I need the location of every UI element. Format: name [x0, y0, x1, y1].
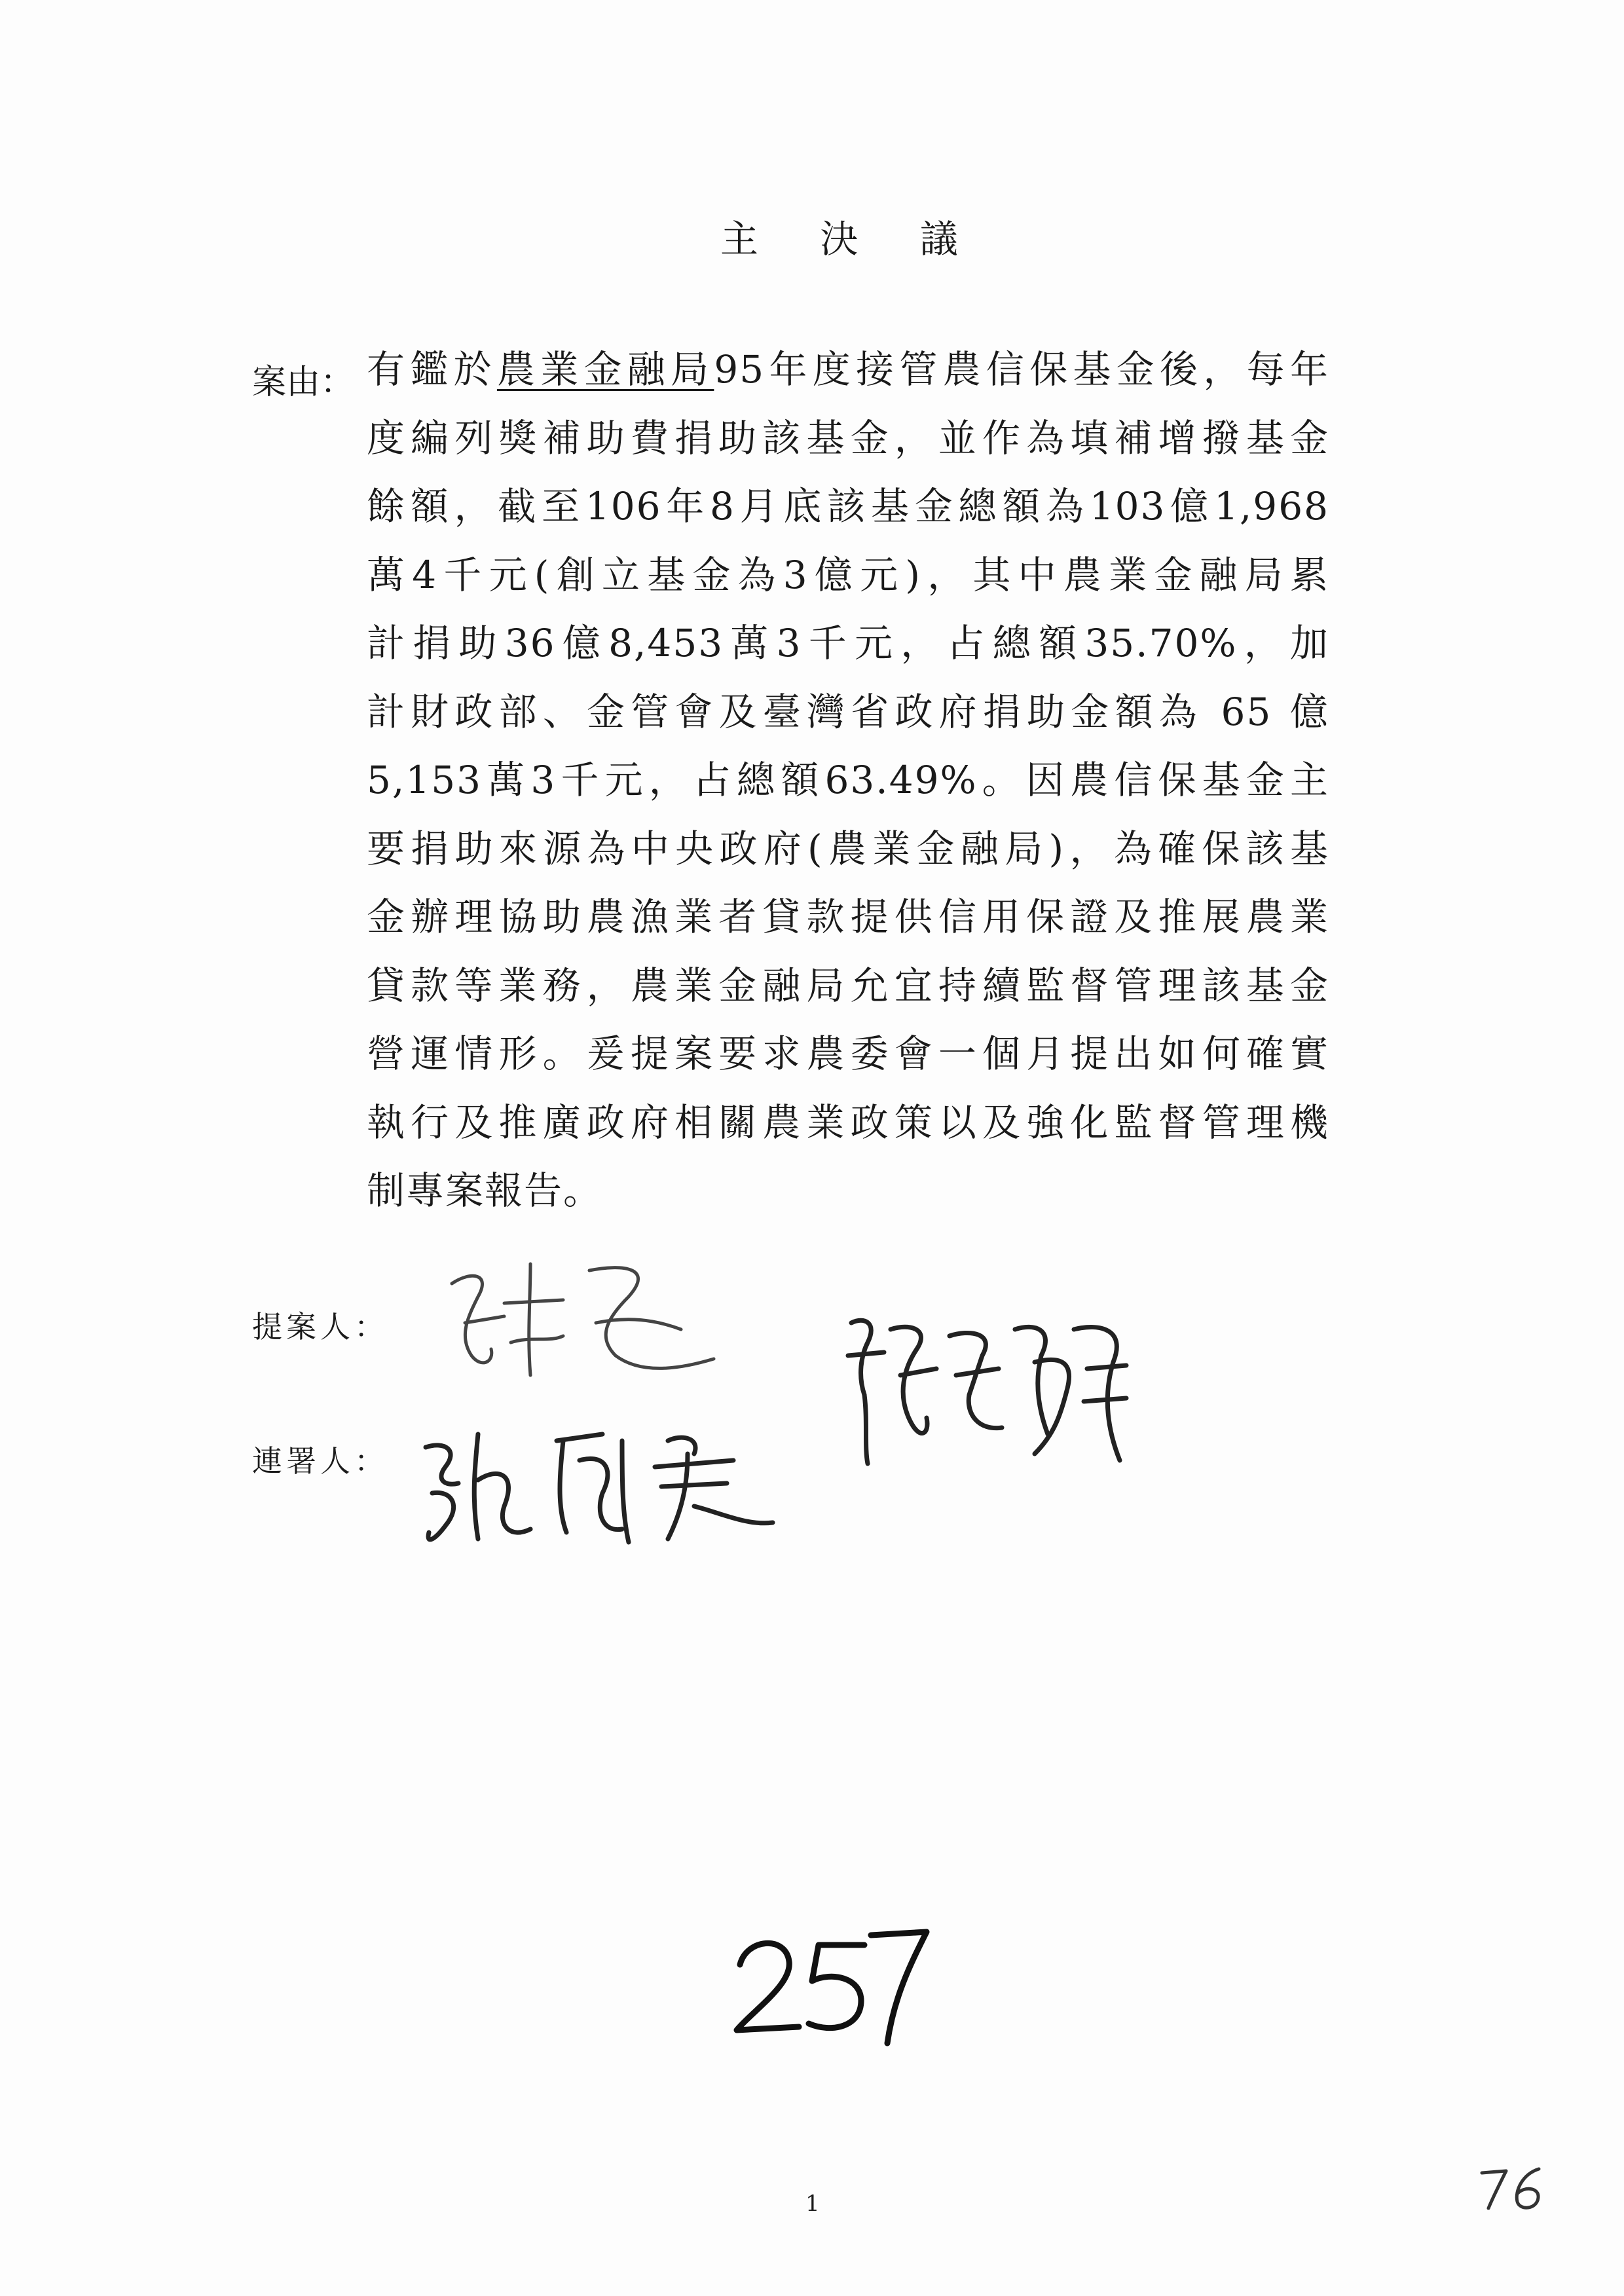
handwritten-page-number [727, 1919, 936, 2050]
body-line-3: 餘額，截至106年8月底該基金總額為103億1,968 [367, 484, 1329, 528]
body-line-1 [367, 335, 1329, 404]
body-line-1-suffix: 95年度接管農信保基金後，每年 [714, 347, 1329, 392]
cosigner-signature-2 [406, 1415, 786, 1559]
body-line-4: 萬4千元(創立基金為3億元)，其中農業金融局累 [367, 552, 1329, 597]
cosigner-label: 連署人： [252, 1443, 388, 1479]
body-line-7: 5,153萬3千元，占總額63.49%。因農信保基金主 [367, 758, 1329, 802]
body-line-1-prefix: 有鑑於 [367, 347, 497, 392]
proposer-signature [432, 1244, 740, 1395]
body-line-11: 營運情形。爰提案要求農委會一個月提出如何確實 [367, 1031, 1329, 1076]
body-line-13: 制專案報告。 [367, 1168, 603, 1213]
body-line-8: 要捐助來源為中央政府(農業金融局)，為確保該基 [367, 826, 1329, 871]
proposer-label: 提案人： [252, 1309, 388, 1344]
footer-page-number: 1 [805, 2191, 820, 2217]
body-line-2: 度編列獎補助費捐助該基金，並作為填補增撥基金 [367, 415, 1329, 460]
corner-annotation [1477, 2161, 1549, 2213]
body-line-10: 貸款等業務，農業金融局允宜持續監督管理該基金 [367, 963, 1329, 1008]
document-title: 主 決 議 [720, 217, 983, 261]
reason-label: 案由： [252, 363, 355, 402]
underlined-agency: 農業金融局 [496, 347, 714, 392]
body-line-9: 金辦理協助農漁業者貸款提供信用保證及推展農業 [367, 895, 1329, 939]
resolution-body [367, 335, 1329, 1225]
cosigner-signature-1 [838, 1303, 1139, 1473]
body-line-12: 執行及推廣政府相關農業政策以及強化監督管理機 [367, 1100, 1329, 1145]
body-line-6: 計財政部、金管會及臺灣省政府捐助金額為 65 億 [367, 689, 1329, 734]
body-line-5: 計捐助36億8,453萬3千元，占總額35.70%，加 [367, 621, 1329, 665]
